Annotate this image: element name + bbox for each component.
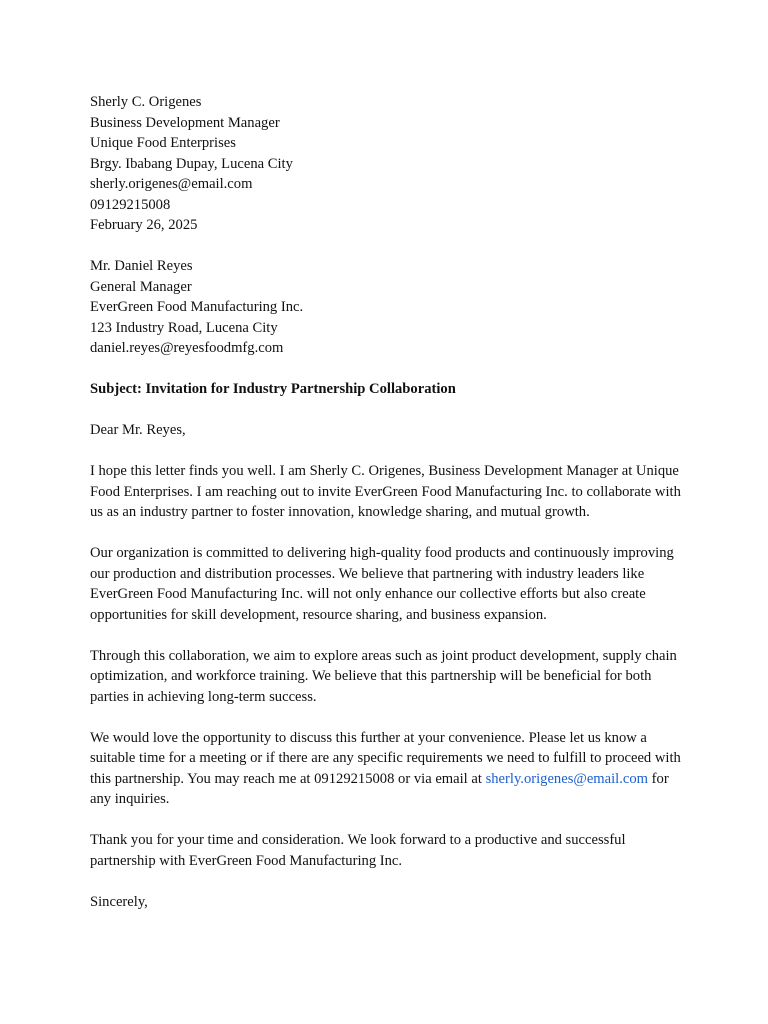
spacer — [90, 871, 690, 892]
body-paragraph-2: Our organization is committed to delivering high-quality food products and continuously improving our production and distribution processes. We believe that partnering with industry leaders like EverGreen Food Manufacturing Inc. will not only enhance our collective efforts but also create opportunities for skill development, resource sharing, and business expansion. — [90, 545, 674, 623]
letter-date: February 26, 2025 — [90, 217, 198, 233]
sender-name: Sherly C. Origenes — [90, 94, 202, 110]
letter-page — [90, 92, 690, 912]
body-paragraph-3: Through this collaboration, we aim to explore areas such as joint product development, supply chain optimization, and workforce training. We believe that this partnership will be beneficial for both parties in achieving long-term success. — [90, 647, 677, 705]
subject-line: Subject: Invitation for Industry Partnership Collaboration — [90, 381, 456, 397]
sender-company: Unique Food Enterprises — [90, 135, 236, 151]
recipient-title: General Manager — [90, 278, 192, 295]
body-paragraph-5: Thank you for your time and consideration. We look forward to a productive and successful partnership with EverGreen Food Manufacturing Inc. — [90, 832, 626, 869]
spacer — [90, 236, 690, 257]
recipient-block — [90, 256, 690, 359]
spacer — [90, 523, 690, 544]
sender-title: Business Development Manager — [90, 114, 280, 131]
paragraph-4-text: We would love the opportunity to discuss this further at your convenience. Please let us know a suitable time for a meeting or if there are any specific requirements we need to fulfill to proceed with this partnership. You may reach me at 09129215008 or via email at — [90, 729, 681, 787]
recipient-name: Mr. Daniel Reyes — [90, 258, 193, 274]
closing: Sincerely, — [90, 893, 148, 910]
salutation: Dear Mr. Reyes, — [90, 422, 186, 438]
spacer — [90, 359, 690, 380]
spacer — [90, 707, 690, 728]
recipient-email: daniel.reyes@reyesfoodmfg.com — [90, 340, 284, 356]
recipient-address: 123 Industry Road, Lucena City — [90, 319, 278, 336]
spacer — [90, 625, 690, 646]
spacer — [90, 400, 690, 421]
sender-phone: 09129215008 — [90, 196, 171, 213]
body-paragraph-4 — [90, 728, 690, 810]
email-link[interactable]: sherly.origenes@email.com — [485, 770, 649, 787]
spacer — [90, 441, 690, 462]
sender-block — [90, 92, 690, 236]
body-paragraph-1: I hope this letter finds you well. I am Sherly C. Origenes, Business Development Manager at Unique Food Enterprises. I am reaching out to invite EverGreen Food Manufacturing Inc. to collaborate with us as an industry partner to foster innovation, knowledge sharing, and mutual growth. — [90, 463, 681, 520]
spacer — [90, 810, 690, 831]
sender-address: Brgy. Ibabang Dupay, Lucena City — [90, 155, 293, 172]
paragraph-4-text-end: for any inquiries. — [90, 770, 669, 807]
recipient-company: EverGreen Food Manufacturing Inc. — [90, 299, 304, 315]
sender-email: sherly.origenes@email.com — [90, 176, 253, 192]
